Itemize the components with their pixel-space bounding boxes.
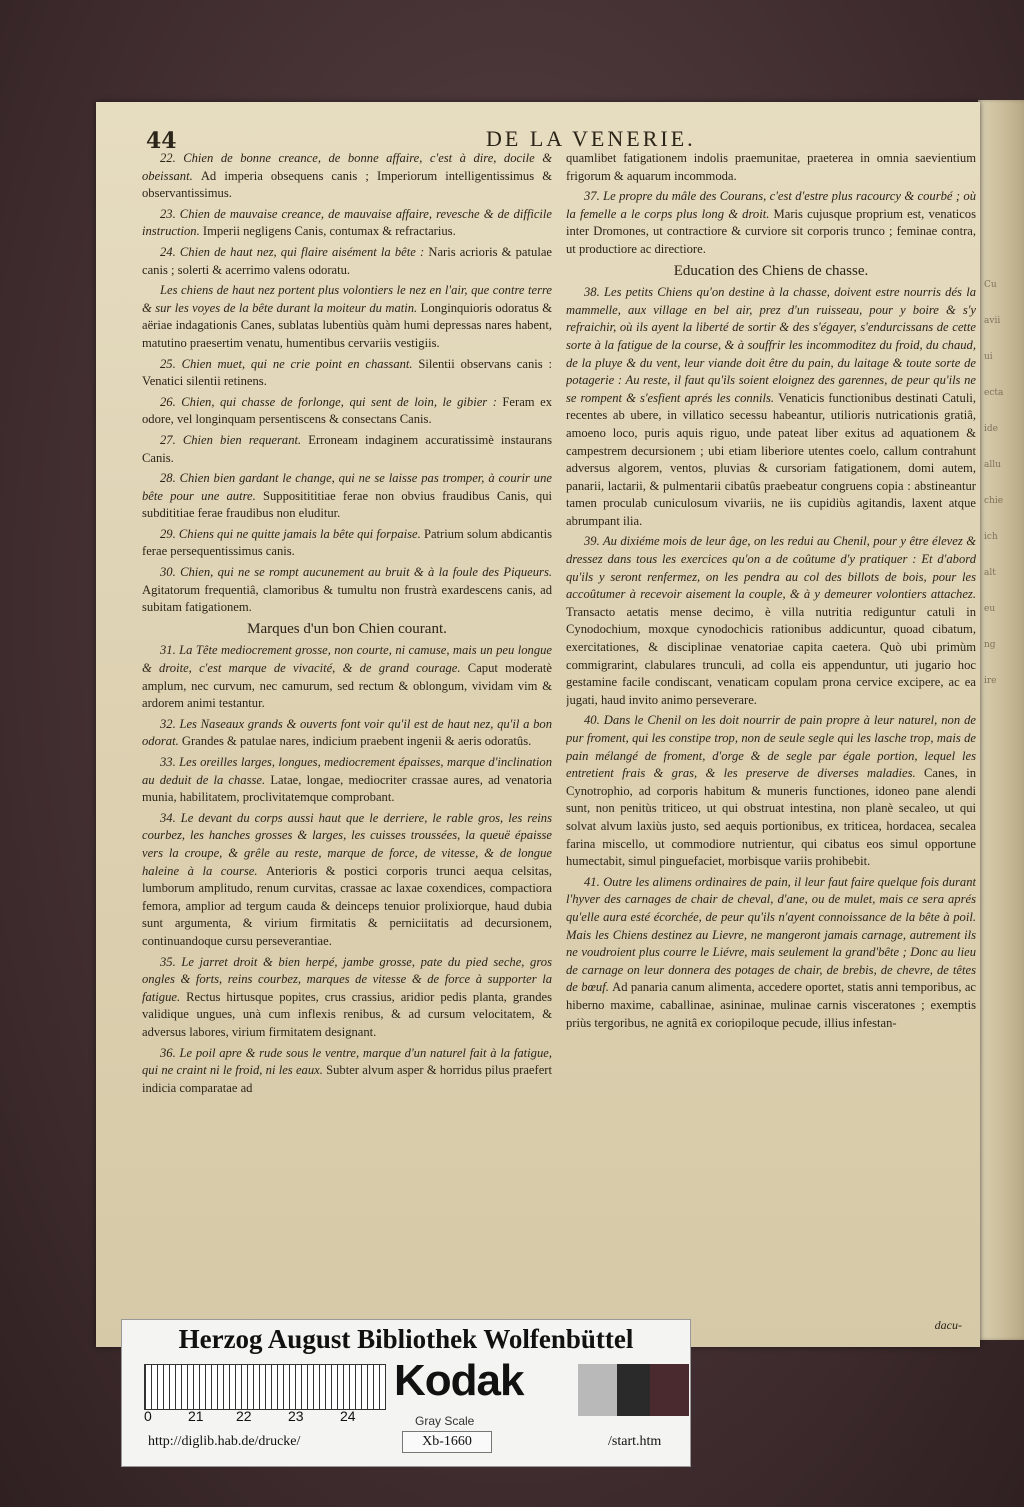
latin-gloss: Anterioris & postici corporis trunci aequa celsitas, lumborum amplitudo, renum curvitas, crassae ac laxae coxendices, compactiora femora, amplior ad tergum cauda & deinceps tenuior prolixiorque, haud dubia sunt argumenta, & virium firmitatis & perniciitatis ad decursionem, continuandoque cursu perseverantiae. [142,863,552,948]
right-entries [566,150,976,259]
french-term: 34. Le devant du corps aussi haut que le derriere, le rable gros, les reins courbez, les hanches grosses & larges, les cuisses troussées, la queuë épaisse vers la croupe, & grêle au reste, marque de force, de vitesse, & de longue haleine à la course. [142,810,552,878]
french-term: 27. Chien bien requerant. [160,432,309,447]
latin-gloss: Patrium solum abdicantis ferae persequentissimus canis. [142,526,552,559]
latin-gloss: quamlibet fatigationem indolis praemunitae, praeterea in omnia saevientium frigorum & aquarum incommoda. [566,151,976,183]
french-term: 33. Les oreilles larges, longues, mediocrement épaisses, marque d'inclination au deduit de la chasse. [142,755,552,787]
ruler-label: 22 [236,1408,252,1424]
adjacent-page-fragment: ich [984,532,998,542]
color-target-card [121,1319,691,1467]
french-term: 29. Chiens qui ne quitte jamais la bête qui forpaise. [160,526,424,541]
french-term: 36. Le poil apre & rude sous le ventre, marque d'un naturel fait à la fatigue, qui ne craint ni le froid, ni les eaux. [142,1045,552,1078]
entry-paragraph [142,282,552,352]
entry-paragraph [566,150,976,185]
ruler-labels [142,1408,402,1424]
latin-gloss: Suppositititiae ferae non obvius fraudibus Canis, qui subdititiae ferae fraudibus non eluditur. [142,488,552,521]
ruler-label: 0 [144,1408,152,1424]
entry-paragraph [566,874,976,1032]
source-url: http://diglib.hab.de/drucke/ [148,1434,301,1449]
latin-gloss: Caput moderatè amplum, nec curvum, nec camurum, sed rectum & oblongum, vividam vim & ardorem animi testantur. [142,661,552,711]
start-link: /start.htm [608,1434,662,1449]
french-term: 40. Dans le Chenil on les doit nourrir de pain propre à leur naturel, non de pur froment, qui les constipe trop, non de seule segle qui les lasche trop, mais de pain mélangé de froment, d'orge & de segle par égale portion, lequel les entretient frais & gras, & les preserve de diverses maladies. [566,713,976,781]
latin-gloss: Erroneam indaginem accuratissimè instaurans Canis. [142,432,552,465]
entry-paragraph [142,150,552,203]
french-term: 32. Les Naseaux grands & ouverts font voir qu'il est de haut nez, qu'il a bon odorat. [142,716,552,749]
french-term: 26. Chien, qui chasse de forlonge, qui sent de loin, le gibier : [160,394,503,409]
adjacent-page-fragment: avii [984,316,1001,326]
left-entries-2 [142,642,552,1097]
french-term: 38. Les petits Chiens qu'on destine à la chasse, doivent estre nourris dés la mammelle, aux village en bel air, prez d'un ruisseau, pour y boire & s'y refraichir, où ils ayent la liberté de sortir & des s'égayer, s'endurcissans de cette sorte à la fatigue de la course, & à souffrir les incommoditez du froid, du chaud, de la pluye & du vent, leur viande doit être du pain, du laitage & toute sorte de potagerie : Au reste, il faut qu'ils soient eloignez des garennes, de peur qu'ils ne se rompent & s'esfient aprés les connils. [566,285,976,405]
measurement-ruler [144,1364,386,1410]
entry-paragraph [142,356,552,391]
right-section-heading: Education des Chiens de chasse. [673,262,869,279]
left-column [142,150,552,1310]
latin-gloss: Feram ex odore, vel longinquam persentiscens & consectans Canis. [142,394,552,427]
latin-gloss: Imperii negligens Canis, contumax & refractarius. [202,224,456,239]
page-header [146,124,966,152]
entry-paragraph [142,716,552,751]
entry-paragraph [142,954,552,1042]
entry-paragraph [142,244,552,279]
french-term: 31. La Tête mediocrement grosse, non courte, ni camuse, mais un peu longue & droite, c'est marque de vivacité, & de grand courage. [142,643,552,676]
adjacent-page-fragment: alt [984,568,996,578]
french-term: 23. Chien de mauvaise creance, de mauvaise affaire, revesche & de difficile instruction. [142,206,552,239]
shelfmark: Xb-1660 [402,1431,492,1453]
entry-paragraph [142,754,552,807]
gray-swatch [578,1364,617,1416]
latin-gloss: Rectus hirtusque popites, crus crassius, aridior pedis planta, grandes validique ungues, unà cum inflexis renibus, & ad cursum velocitatem, & adversus labores, virium firmitatem designant. [142,989,552,1039]
latin-gloss: Subter alvum asper & horridus pilus praefert indicia comparatae ad [142,1063,552,1095]
right-entries-2 [566,284,976,1032]
entry-paragraph [142,526,552,561]
entry-paragraph [142,206,552,241]
latin-gloss: Grandes & patulae nares, indicium praebent ingenii & aeris odoratûs. [181,734,532,749]
entry-paragraph [142,642,552,712]
entry-paragraph [142,564,552,617]
adjacent-page-fragment: ng [984,640,996,650]
french-term: 35. Le jarret droit & bien herpé, jambe grosse, pate du pied seche, gros ongles & forts, reins courbez, marques de vitesse & de force à supporter la fatigue. [142,954,552,1004]
entry-paragraph [142,810,552,951]
french-term: Les chiens de haut nez portent plus volontiers le nez en l'air, que contre terre & sur les voyes de la bête durant la moiteur du matin. [142,283,552,315]
adjacent-page-fragment: ide [984,424,998,434]
adjacent-page-fragment: Cu [984,280,997,290]
latin-gloss: Ad panaria canum alimenta, accedere oportet, statis anni temporibus, ac hiberno maxime, caballinae, asininae, mulinae carnis visceratones ; exemptis priùs tergoribus, ne agnitâ ex coriopiloque pecude, illius infestan- [566,980,976,1030]
entry-paragraph [566,188,976,258]
latin-gloss: Canes, in Cynotrophio, ad corporis habitum & muneris functiones, idoneo pane alendi sunt, non penitùs triticeo, ut qui obstruat intestina, non planè secaleo, ut qui solvat alvum laxiùs justo, sed aequis portionibus, ex triticea, hordacea, secalea farina miscello, ut commodiore nutrientur, qui cibatus eos simul opportune humectabit, simul pinguefaciet, morbisque variis prohibebit. [566,766,976,869]
ruler-label: 23 [288,1408,304,1424]
french-term: 37. Le propre du mâle des Courans, c'est d'estre plus racourcy & courbé ; où la femelle a le corps plus long & droit. [566,189,976,221]
entry-paragraph [566,712,976,870]
entry-paragraph [142,1045,552,1098]
kodak-logo: Kodak [394,1356,524,1405]
french-term: 30. Chien, qui ne se rompt aucunement au bruit & à la foule des Piqueurs. [160,565,552,580]
latin-gloss: Longinquioris odoratus & aëriae indagationis Canes, sublatas lubentiùs quàm humi depressas nares habent, matutino praesertim venatu, humentibus cervariis vestigiis. [142,300,552,350]
latin-gloss: Ad imperia obsequens canis ; Imperiorum intelligentissimus & observantissimus. [142,168,552,201]
entry-paragraph [142,470,552,523]
french-term: 39. Au dixiéme mois de leur âge, on les redui au Chenil, pour y être élevez & dressez dans tous les exercices qu'on a de coûtume d'y pratiquer : Et d'abord qu'ils y seront renfermez, on les pendra au col des billots de bois, pour les accoûtumer à recevoir aisement la couple, & à y demeurer volontiers attachez. [566,534,976,602]
french-term: 41. Outre les alimens ordinaires de pain, il leur faut faire quelque fois durant l'hyver des carnages de chair de cheval, d'ane, ou de mulet, mais ce sera aprés qu'elle aura esté écorchée, de peur qu'ils n'ayent connoissance de la bête à poil. Mais les Chiens destinez au Lievre, ne mangeront jamais carnage, autrement ils ne voudroient plus courre le Liévre, mais seulement la grand'bête ; Donc au lieu de carnage on leur donnera des potages de chair, de brebis, de chevre, de têtes de bœuf. [566,874,976,995]
latin-gloss: Venaticis functionibus destinati Catuli, recentes ab ubere, in villatico secessu habeantur, utilioris nutricationis gratiâ, amoeno loco, puris aquis riguo, unde pateat liber exitus ad aquationem & campestrem decursionem ; ubi etiam liberiore utentes coelo, callum contrahunt adversus algorem, ventos, pluvias & cursoriam fatigationem, domi autem, panarii, lactarii, & pulmentarii cibatûs praebeatur congruens copia : abstineantur tamen proculab cuniculosum vivariis, ne iis cupidiùs agitandis, laxent atque abrumpant ilia. [566,390,976,528]
latin-gloss: Naris acrioris & patulae canis ; solerti & acerrimo valens odoratu. [142,244,552,277]
entry-paragraph [142,432,552,467]
french-term: 22. Chien de bonne creance, de bonne affaire, c'est à dire, docile & obeissant. [142,151,552,183]
maroon-swatch [650,1364,689,1416]
latin-gloss: Transacto aetatis mense decimo, è villa nutritia rediguntur catuli in Cynodochium, moxque cynodochicis rationibus addicuntur, quoad cibatum, exercitationes, & disciplinae venatoriae capita caetera. Quò ubi primùm commigrarint, clabulares trunculi, ad colla eis appenduntur, uti jugario hoc gestamine facile condiscant, venaticam copulam prona cervice excipere, ac ea jugati, haud invito animo perseverare. [566,604,976,707]
page-number: 44 [146,128,177,154]
adjacent-page-fragment: chie [984,496,1004,506]
ruler-label: 24 [340,1408,356,1424]
adjacent-page-fragment: ecta [984,388,1004,398]
adjacent-page-fragment: ire [984,676,997,686]
french-term: 24. Chien de haut nez, qui flaire aisément la bête : [160,244,429,259]
adjacent-page-edge [978,100,1024,1340]
adjacent-page-fragment: eu [984,604,996,614]
adjacent-page-fragment: allu [984,460,1001,470]
entry-paragraph [142,394,552,429]
entry-paragraph [566,284,976,530]
ruler-label: 21 [188,1408,204,1424]
left-entries [142,150,552,617]
catchword: dacu- [934,1318,962,1332]
book-page [96,102,980,1347]
right-column [566,150,976,1310]
latin-gloss: Maris cujusque proprium est, venaticos inter Dromones, ut contractiore & curviore sit corporis trunco ; feminae contra, ut productiore ac directiore. [566,206,976,256]
adjacent-page-fragment: ui [984,352,993,362]
latin-gloss: Agitatorum frequentiâ, clamoribus & tumultu non frustrà exardescens canis, ad subitam fatigationem. [142,582,552,615]
left-section-heading: Marques d'un bon Chien courant. [247,620,447,637]
french-term: 25. Chien muet, qui ne crie point en chassant. [160,356,419,371]
french-term: 28. Chien bien gardant le change, qui ne se laisse pas tromper, à courir une bête pour une autre. [142,471,552,503]
gray-scale-label: Gray Scale [415,1414,475,1428]
library-name: Herzog August Bibliothek Wolfenbüttel [178,1324,634,1354]
entry-paragraph [566,533,976,709]
running-title: DE LA VENERIE. [486,126,696,151]
latin-gloss: Latae, longae, mediocriter crassae aures, ad venatoria munia, habilitatem, proclivitatemque comprobant. [142,772,552,805]
latin-gloss: Silentii observans canis : Venatici silentii retinens. [142,356,552,389]
